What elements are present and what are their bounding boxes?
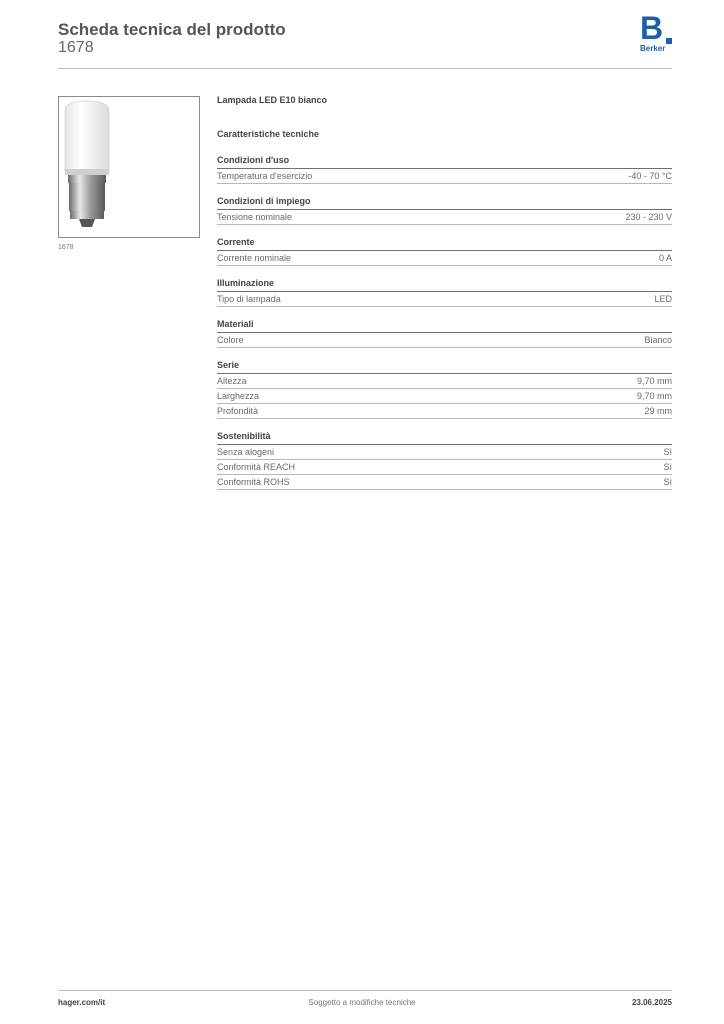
- spec-value: Bianco: [644, 335, 672, 345]
- section-title: Serie: [217, 360, 672, 374]
- spec-sections: [217, 155, 672, 490]
- section-title: Condizioni di impiego: [217, 196, 672, 210]
- spec-label: Conformità ROHS: [217, 477, 290, 487]
- logo-dot: [666, 38, 672, 44]
- spec-section: [217, 360, 672, 419]
- spec-section: [217, 431, 672, 490]
- logo-text: Berker: [640, 44, 666, 53]
- specs-heading: Caratteristiche tecniche: [217, 129, 320, 139]
- spec-value: Sì: [663, 477, 672, 487]
- product-image: [58, 96, 200, 238]
- spec-section: [217, 237, 672, 266]
- spec-label: Senza alogeni: [217, 447, 275, 457]
- section-title: Corrente: [217, 237, 672, 251]
- spec-label: Temperatura d'esercizio: [217, 171, 313, 181]
- spec-label: Corrente nominale: [217, 253, 292, 263]
- spec-label: Altezza: [217, 376, 247, 386]
- spec-row: [217, 390, 672, 404]
- footer-notice: Soggetto a modifiche tecniche: [308, 998, 416, 1007]
- spec-section: [217, 278, 672, 307]
- section-title: Sostenibilità: [217, 431, 672, 445]
- spec-label: Conformità REACH: [217, 462, 296, 472]
- section-title: Condizioni d'uso: [217, 155, 672, 169]
- spec-content: [217, 95, 672, 490]
- spec-row: [217, 211, 672, 225]
- logo-letter: B: [640, 10, 664, 46]
- spec-label: Tipo di lampada: [217, 294, 281, 304]
- spec-row: [217, 446, 672, 460]
- spec-label: Profondità: [217, 406, 259, 416]
- spec-value: 9,70 mm: [636, 391, 672, 401]
- product-name: Lampada LED E10 bianco: [217, 95, 328, 105]
- spec-label: Larghezza: [217, 391, 260, 401]
- spec-value: 0 A: [658, 253, 672, 263]
- footer-website: hager.com/it: [58, 998, 106, 1007]
- spec-row: [217, 252, 672, 266]
- spec-section: [217, 196, 672, 225]
- page-title: Scheda tecnica del prodotto: [58, 20, 286, 39]
- berker-logo: [640, 10, 674, 54]
- spec-label: Colore: [217, 335, 244, 345]
- header-divider: [58, 68, 672, 69]
- spec-row: [217, 170, 672, 184]
- led-lamp-illustration: [59, 97, 199, 237]
- spec-label: Tensione nominale: [217, 212, 293, 222]
- footer-date: 23.06.2025: [631, 998, 672, 1007]
- spec-row: [217, 293, 672, 307]
- footer-divider: [58, 990, 672, 991]
- image-caption: 1678: [58, 244, 74, 251]
- spec-value: LED: [654, 294, 672, 304]
- product-code: 1678: [58, 39, 94, 56]
- spec-value: 9,70 mm: [636, 376, 672, 386]
- spec-value: 230 - 230 V: [625, 212, 672, 222]
- section-title: Illuminazione: [217, 278, 672, 292]
- section-title: Materiali: [217, 319, 672, 333]
- spec-value: -40 - 70 °C: [628, 171, 672, 181]
- spec-section: [217, 319, 672, 348]
- spec-section: [217, 155, 672, 184]
- spec-value: Sì: [663, 462, 672, 472]
- spec-value: Sì: [663, 447, 672, 457]
- spec-row: [217, 476, 672, 490]
- spec-row: [217, 375, 672, 389]
- spec-row: [217, 461, 672, 475]
- spec-row: [217, 405, 672, 419]
- spec-value: 29 mm: [644, 406, 672, 416]
- spec-row: [217, 334, 672, 348]
